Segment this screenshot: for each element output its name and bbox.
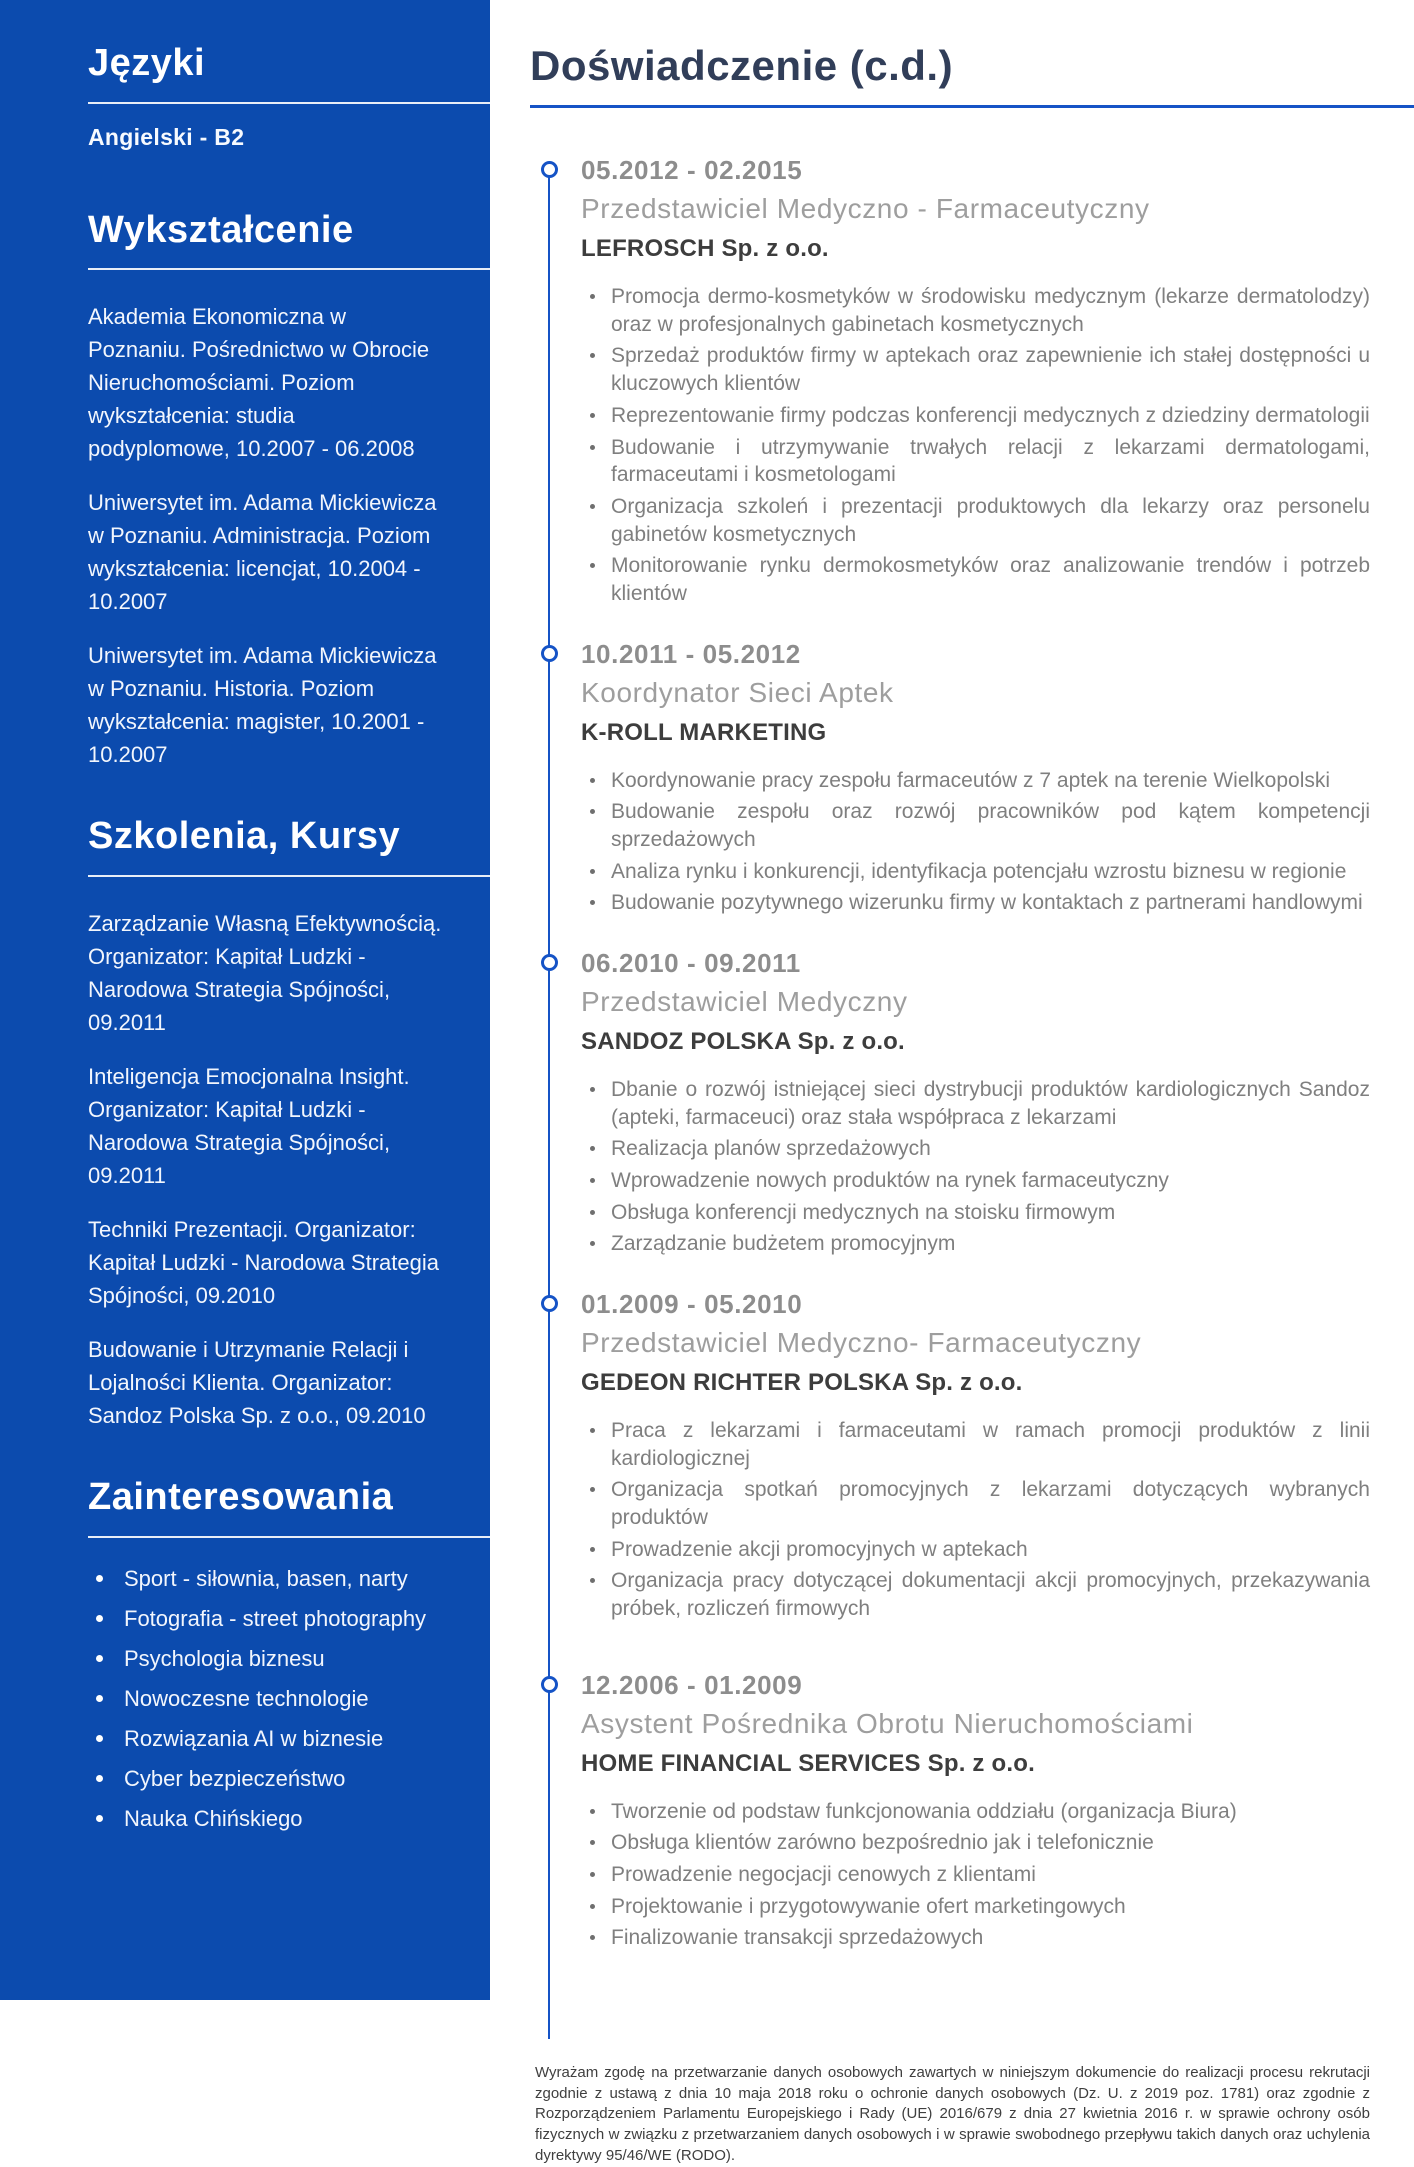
entry-bullets xyxy=(581,1076,1370,1258)
sidebar-section-education xyxy=(88,209,442,772)
interest-item xyxy=(88,1724,442,1753)
page-title: Doświadczenie (c.d.) xyxy=(530,42,954,89)
entry-company: LEFROSCH Sp. z o.o. xyxy=(581,235,829,263)
title-underline xyxy=(530,105,1414,108)
entry-company: SANDOZ POLSKA Sp. z o.o. xyxy=(581,1028,905,1056)
bullet-text: Tworzenie od podstaw funkcjonowania oddziału (organizacja Biura) xyxy=(611,1799,1237,1823)
bullet-icon xyxy=(96,1815,103,1822)
bullet-text: Obsługa klientów zarówno bezpośrednio jak i telefonicznie xyxy=(611,1831,1154,1855)
education-paragraph: Akademia Ekonomiczna w Poznaniu. Pośrednictwo w Obrocie Nieruchomościami. Poziom wykształcenia: studia podyplomowe, 10.2007 - 06.2008 xyxy=(88,304,430,462)
entry-bullet xyxy=(581,767,1370,795)
entry-role: Przedstawiciel Medyczny xyxy=(581,986,908,1018)
entry-bullets xyxy=(581,283,1370,608)
bullet-icon xyxy=(590,504,595,509)
bullet-icon xyxy=(590,1547,595,1552)
entry-bullet xyxy=(581,1829,1370,1857)
trainings-title: Szkolenia, Kursy xyxy=(88,815,401,858)
languages-list xyxy=(88,124,442,151)
bullet-text: Analiza rynku i konkurencji, identyfikacja potencjału wzrostu biznesu w regionie xyxy=(611,859,1347,883)
timeline-dot-icon xyxy=(541,1295,558,1312)
bullet-icon xyxy=(590,294,595,299)
languages-title: Języki xyxy=(88,42,206,84)
bullet-text: Praca z lekarzami i farmaceutami w ramach promocji produktów z linii kardiologicznej xyxy=(611,1418,1370,1470)
bullet-text: Promocja dermo-kosmetyków w środowisku medycznym (lekarze dermatolodzy) oraz w profesjonalnych gabinetach kosmetycznych xyxy=(611,284,1370,336)
entry-dates: 12.2006 - 01.2009 xyxy=(581,1669,803,1700)
interests-title: Zainteresowania xyxy=(88,1476,394,1519)
bullet-text: Wprowadzenie nowych produktów na rynek farmaceutyczny xyxy=(611,1168,1169,1192)
bullet-icon xyxy=(590,1840,595,1845)
sidebar-section-languages xyxy=(88,42,442,151)
timeline-dot-icon xyxy=(541,954,558,971)
bullet-text: Finalizowanie transakcji sprzedażowych xyxy=(611,1926,984,1950)
bullet-text: Dbanie o rozwój istniejącej sieci dystrybucji produktów kardiologicznych Sandoz (apteki, farmaceuci) oraz stała współpraca z lekarzami xyxy=(611,1077,1370,1129)
entry-bullet xyxy=(581,889,1370,917)
gdpr-consent-text: Wyrażam zgodę na przetwarzanie danych osobowych zawartych w niniejszym dokumencie do realizacji procesu rekrutacji zgodnie z ustawą z dnia 10 maja 2018 roku o ochronie danych osobowych (Dz. U. z 2019 poz. 1781) oraz zgodnie z Rozporządzeniem Parlamentu Europejskiego i Rady (UE) 2016/679 z dnia 27 kwietnia 2016 r. w sprawie ochrony osób fizycznych w związku z przetwarzaniem danych osobowych i w sprawie swobodnego przepływu takich danych oraz uchylenia dyrektywy 95/46/WE (RODO). xyxy=(535,2064,1370,2164)
trainings-paragraph: Zarządzanie Własną Efektywnością. Organizator: Kapitał Ludzki - Narodowa Strategia Spójności, 09.2011 xyxy=(88,911,442,1036)
bullet-icon xyxy=(96,1615,103,1622)
bullet-icon xyxy=(590,353,595,358)
bullet-icon xyxy=(590,900,595,905)
interest-item xyxy=(88,1564,442,1593)
entry-bullet xyxy=(581,1798,1370,1826)
entry-bullet xyxy=(581,1476,1370,1531)
bullet-text: Prowadzenie negocjacji cenowych z klientami xyxy=(611,1862,1036,1886)
section-divider xyxy=(88,102,490,104)
bullet-icon xyxy=(96,1575,103,1582)
bullet-text: Budowanie pozytywnego wizerunku firmy w kontaktach z partnerami handlowymi xyxy=(611,891,1363,915)
entry-role: Przedstawiciel Medyczno- Farmaceutyczny xyxy=(581,1327,1142,1359)
section-divider xyxy=(88,1536,490,1538)
entry-bullet xyxy=(581,798,1370,853)
entry-role: Koordynator Sieci Aptek xyxy=(581,676,894,708)
timeline-dot-icon xyxy=(541,645,558,662)
bullet-icon xyxy=(96,1655,103,1662)
trainings-list xyxy=(88,907,442,1432)
bullet-text: Prowadzenie akcji promocyjnych w aptekach xyxy=(611,1537,1028,1561)
entry-bullet xyxy=(581,342,1370,397)
bullet-text: Reprezentowanie firmy podczas konferencji medycznych z dziedziny dermatologii xyxy=(611,403,1370,427)
education-list xyxy=(88,300,442,771)
bullet-icon xyxy=(96,1775,103,1782)
entry-bullet xyxy=(581,1536,1370,1564)
entry-bullets xyxy=(581,1798,1370,1953)
entry-bullets xyxy=(581,1417,1370,1623)
experience-entry xyxy=(530,1671,1370,1952)
entry-dates: 10.2011 - 05.2012 xyxy=(581,638,801,669)
bullet-icon xyxy=(96,1735,103,1742)
trainings-paragraph: Budowanie i Utrzymanie Relacji i Lojalności Klienta. Organizator: Sandoz Polska Sp. z o.o., 09.2010 xyxy=(88,1337,426,1429)
timeline-dot-icon xyxy=(541,161,558,178)
interest-label: Psychologia biznesu xyxy=(124,1645,325,1671)
bullet-text: Sprzedaż produktów firmy w aptekach oraz zapewnienie ich stałej dostępności u kluczowych klientów xyxy=(611,344,1370,396)
entry-dates: 06.2010 - 09.2011 xyxy=(581,948,801,979)
entry-bullet xyxy=(581,402,1370,430)
bullet-icon xyxy=(590,1578,595,1583)
entry-bullet xyxy=(581,858,1370,886)
entry-bullet xyxy=(581,1893,1370,1921)
bullet-text: Projektowanie i przygotowywanie ofert marketingowych xyxy=(611,1894,1126,1918)
interest-item xyxy=(88,1684,442,1713)
bullet-icon xyxy=(590,1210,595,1215)
sidebar-section-trainings xyxy=(88,815,442,1432)
experience-entry xyxy=(530,640,1370,917)
sidebar xyxy=(0,0,490,2000)
entry-bullet xyxy=(581,1924,1370,1952)
entry-company: HOME FINANCIAL SERVICES Sp. z o.o. xyxy=(581,1749,1035,1777)
entry-bullet xyxy=(581,1167,1370,1195)
trainings-paragraph: Techniki Prezentacji. Organizator: Kapitał Ludzki - Narodowa Strategia Spójności, 09.2010 xyxy=(88,1217,439,1309)
bullet-text: Organizacja szkoleń i prezentacji produktowych dla lekarzy oraz personelu gabinetów kosmetycznych xyxy=(611,495,1370,546)
bullet-icon xyxy=(590,1428,595,1433)
sidebar-section-interests xyxy=(88,1476,442,1833)
bullet-icon xyxy=(590,1087,595,1092)
bullet-text: Organizacja pracy dotyczącej dokumentacji akcji promocyjnych, przekazywania próbek, rozliczeń firmowych xyxy=(611,1569,1370,1621)
entry-bullet xyxy=(581,1076,1370,1131)
entry-bullet xyxy=(581,552,1370,607)
education-paragraph: Uniwersytet im. Adama Mickiewicza w Poznaniu. Administracja. Poziom wykształcenia: licencjat, 10.2004 - 10.2007 xyxy=(88,490,437,615)
entry-company: K-ROLL MARKETING xyxy=(581,718,827,746)
entry-role: Przedstawiciel Medyczno - Farmaceutyczny xyxy=(581,193,1150,225)
interest-label: Nowoczesne technologie xyxy=(124,1685,369,1711)
experience-entry xyxy=(530,949,1370,1258)
interest-label: Fotografia - street photography xyxy=(124,1605,427,1631)
interest-label: Rozwiązania AI w biznesie xyxy=(124,1725,384,1751)
bullet-text: Budowanie zespołu oraz rozwój pracowników pod kątem kompetencji sprzedażowych xyxy=(611,800,1370,851)
trainings-paragraph: Inteligencja Emocjonalna Insight. Organizator: Kapitał Ludzki - Narodowa Strategia Spójności, 09.2011 xyxy=(88,1064,410,1189)
entry-bullet xyxy=(581,1861,1370,1889)
bullet-text: Budowanie i utrzymywanie trwałych relacji z lekarzami dermatologami, farmaceutami i kosmetologami xyxy=(611,435,1370,487)
entry-bullet xyxy=(581,434,1370,489)
experience-timeline xyxy=(530,156,1370,2039)
entry-bullet xyxy=(581,1417,1370,1472)
entry-dates: 01.2009 - 05.2010 xyxy=(581,1289,803,1320)
bullet-icon xyxy=(590,445,595,450)
entry-bullet xyxy=(581,1230,1370,1258)
bullet-icon xyxy=(590,563,595,568)
experience-entry xyxy=(530,1290,1370,1623)
entry-bullet xyxy=(581,1135,1370,1163)
bullet-icon xyxy=(590,1146,595,1151)
entry-dates: 05.2012 - 02.2015 xyxy=(581,155,803,186)
bullet-icon xyxy=(590,413,595,418)
interest-item xyxy=(88,1644,442,1673)
interest-label: Cyber bezpieczeństwo xyxy=(124,1765,346,1791)
interest-item xyxy=(88,1804,442,1833)
bullet-text: Realizacja planów sprzedażowych xyxy=(611,1137,931,1161)
education-title: Wykształcenie xyxy=(88,208,354,251)
bullet-icon xyxy=(590,1241,595,1246)
interest-label: Nauka Chińskiego xyxy=(124,1805,303,1831)
bullet-icon xyxy=(96,1695,103,1702)
interest-item xyxy=(88,1604,442,1633)
entry-bullet xyxy=(581,1567,1370,1622)
bullet-icon xyxy=(590,809,595,814)
language-item: Angielski - B2 xyxy=(88,123,245,150)
bullet-text: Obsługa konferencji medycznych na stoisku firmowym xyxy=(611,1200,1116,1224)
bullet-icon xyxy=(590,778,595,783)
entry-bullet xyxy=(581,283,1370,338)
bullet-icon xyxy=(590,1487,595,1492)
bullet-icon xyxy=(590,1178,595,1183)
entry-role: Asystent Pośrednika Obrotu Nieruchomościami xyxy=(581,1707,1194,1739)
section-divider xyxy=(88,268,490,270)
bullet-text: Koordynowanie pracy zespołu farmaceutów z 7 aptek na terenie Wielkopolski xyxy=(611,768,1331,792)
main-column xyxy=(490,0,1414,2164)
bullet-icon xyxy=(590,1904,595,1909)
section-divider xyxy=(88,875,490,877)
bullet-text: Zarządzanie budżetem promocyjnym xyxy=(611,1232,956,1256)
bullet-icon xyxy=(590,1935,595,1940)
interest-label: Sport - siłownia, basen, narty xyxy=(124,1565,408,1591)
bullet-icon xyxy=(590,869,595,874)
timeline-dot-icon xyxy=(541,1676,558,1693)
bullet-text: Monitorowanie rynku dermokosmetyków oraz analizowanie trendów i potrzeb klientów xyxy=(611,554,1370,606)
interests-list xyxy=(88,1564,442,1833)
bullet-icon xyxy=(590,1809,595,1814)
entry-company: GEDEON RICHTER POLSKA Sp. z o.o. xyxy=(581,1369,1023,1397)
experience-entry xyxy=(530,156,1370,608)
entry-bullet xyxy=(581,493,1370,548)
interest-item xyxy=(88,1764,442,1793)
education-paragraph: Uniwersytet im. Adama Mickiewicza w Poznaniu. Historia. Poziom wykształcenia: magister, 10.2001 - 10.2007 xyxy=(88,643,437,768)
bullet-icon xyxy=(590,1872,595,1877)
bullet-text: Organizacja spotkań promocyjnych z lekarzami dotyczących wybranych produktów xyxy=(611,1478,1370,1529)
entry-bullets xyxy=(581,767,1370,918)
entry-bullet xyxy=(581,1199,1370,1227)
